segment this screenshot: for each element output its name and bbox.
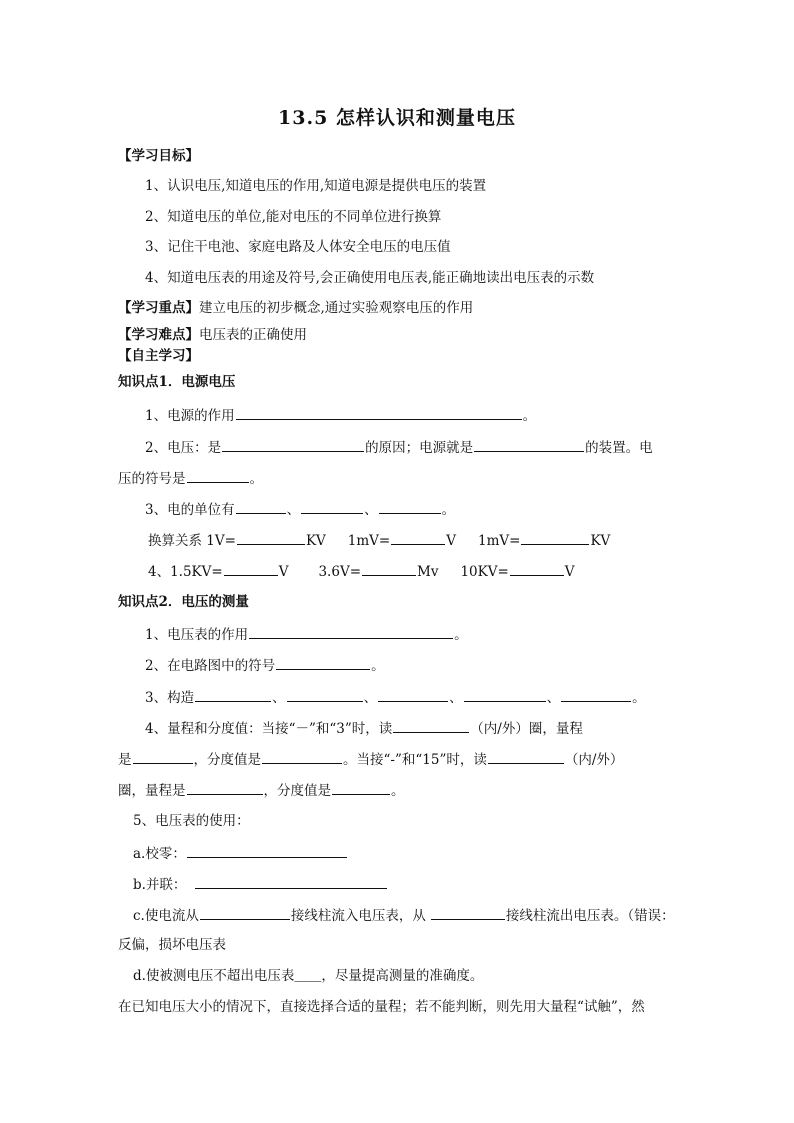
kp1-q2-cont: 压的符号是 。	[118, 467, 263, 489]
answer-blank[interactable]	[332, 779, 390, 795]
kp2-q4-cont: 是 ，分度值是 。当接“-”和“15”时，读 （内/外）	[118, 748, 623, 770]
answer-blank[interactable]	[133, 748, 193, 764]
goal-item: 4、知道电压表的用途及符号,会正确使用电压表,能正确地读出电压表的示数	[145, 270, 595, 286]
answer-blank[interactable]	[237, 529, 305, 545]
goal-item: 1、认识电压,知道电压的作用,知道电源是提供电压的装置	[145, 178, 487, 194]
answer-blank[interactable]	[301, 498, 363, 514]
kp2-last-line: 在已知电压大小的情况下，直接选择合适的量程；若不能判断，则先用大量程“试触”，然	[118, 999, 645, 1015]
kp1-q1: 1、电源的作用 。	[145, 404, 536, 426]
answer-blank[interactable]	[391, 529, 445, 545]
answer-blank[interactable]	[379, 498, 441, 514]
kp2-step-d: d.使被测电压不超出电压表＿＿，尽量提高测量的准确度。	[133, 968, 484, 984]
answer-blank[interactable]	[561, 686, 631, 702]
kp1-q3: 3、电的单位有 、 、 。	[145, 498, 455, 520]
answer-blank[interactable]	[187, 779, 263, 795]
key-label: 【学习重点】	[118, 300, 199, 316]
answer-blank[interactable]	[200, 904, 290, 920]
answer-blank[interactable]	[236, 404, 522, 420]
kp1-q4: 4、1.5KV= V 3.6V= Mv 10KV= V	[148, 560, 575, 582]
answer-blank[interactable]	[187, 842, 347, 858]
kp2-step-b: b.并联：	[133, 873, 388, 895]
answer-blank[interactable]	[362, 560, 416, 576]
answer-blank[interactable]	[236, 498, 286, 514]
answer-blank[interactable]	[474, 436, 584, 452]
kp2-q5: 5、电压表的使用：	[133, 813, 250, 829]
kp2-step-c: c.使电流从 接线柱流入电压表，从 接线柱流出电压表。（错误：	[133, 904, 675, 926]
goals-heading: 【学习目标】	[118, 148, 199, 164]
answer-blank[interactable]	[393, 717, 469, 733]
kp2-step-a: a.校零：	[133, 842, 348, 864]
difficulty-text: 电压表的正确使用	[199, 327, 307, 343]
kp2-q1: 1、电压表的作用 。	[145, 623, 468, 645]
answer-blank[interactable]	[224, 560, 278, 576]
answer-blank[interactable]	[464, 686, 546, 702]
goal-item: 3、记住干电池、家庭电路及人体安全电压的电压值	[145, 239, 451, 255]
kp2-q4-cont2: 圈，量程是 ，分度值是 。	[118, 779, 405, 801]
kp2-q2: 2、在电路图中的符号 。	[145, 654, 385, 676]
answer-blank[interactable]	[276, 654, 370, 670]
kp2-q3: 3、构造 、 、 、 、 。	[145, 686, 646, 708]
answer-blank[interactable]	[249, 623, 453, 639]
kp1-q2: 2、电压：是 的原因；电源就是 的装置。电	[145, 436, 653, 458]
answer-blank[interactable]	[187, 467, 249, 483]
answer-blank[interactable]	[431, 904, 505, 920]
kp1-conversion: 换算关系 1V= KV 1mV= V 1mV= KV	[148, 529, 610, 551]
kp2-q4: 4、量程和分度值：当接“－”和“3”时，读 （内/外）圈，量程	[145, 717, 583, 739]
key-point	[118, 298, 473, 318]
answer-blank[interactable]	[195, 873, 387, 889]
kp1-heading: 知识点1．电源电压	[118, 374, 236, 390]
goal-item: 2、知道电压的单位,能对电压的不同单位进行换算	[145, 209, 442, 225]
answer-blank[interactable]	[488, 748, 564, 764]
kp2-heading: 知识点2．电压的测量	[118, 594, 249, 610]
page-title: 13.5 怎样认识和测量电压	[278, 107, 516, 129]
self-study-heading: 【自主学习】	[118, 348, 199, 364]
answer-blank[interactable]	[510, 560, 564, 576]
answer-blank[interactable]	[521, 529, 589, 545]
answer-blank[interactable]	[262, 748, 342, 764]
answer-blank[interactable]	[195, 686, 271, 702]
answer-blank[interactable]	[378, 686, 448, 702]
answer-blank[interactable]	[222, 436, 364, 452]
difficulty-point	[118, 325, 307, 345]
answer-blank[interactable]	[287, 686, 363, 702]
key-text: 建立电压的初步概念,通过实验观察电压的作用	[199, 300, 474, 316]
difficulty-label: 【学习难点】	[118, 327, 199, 343]
kp2-step-c-cont: 反偏，损坏电压表	[118, 937, 226, 953]
